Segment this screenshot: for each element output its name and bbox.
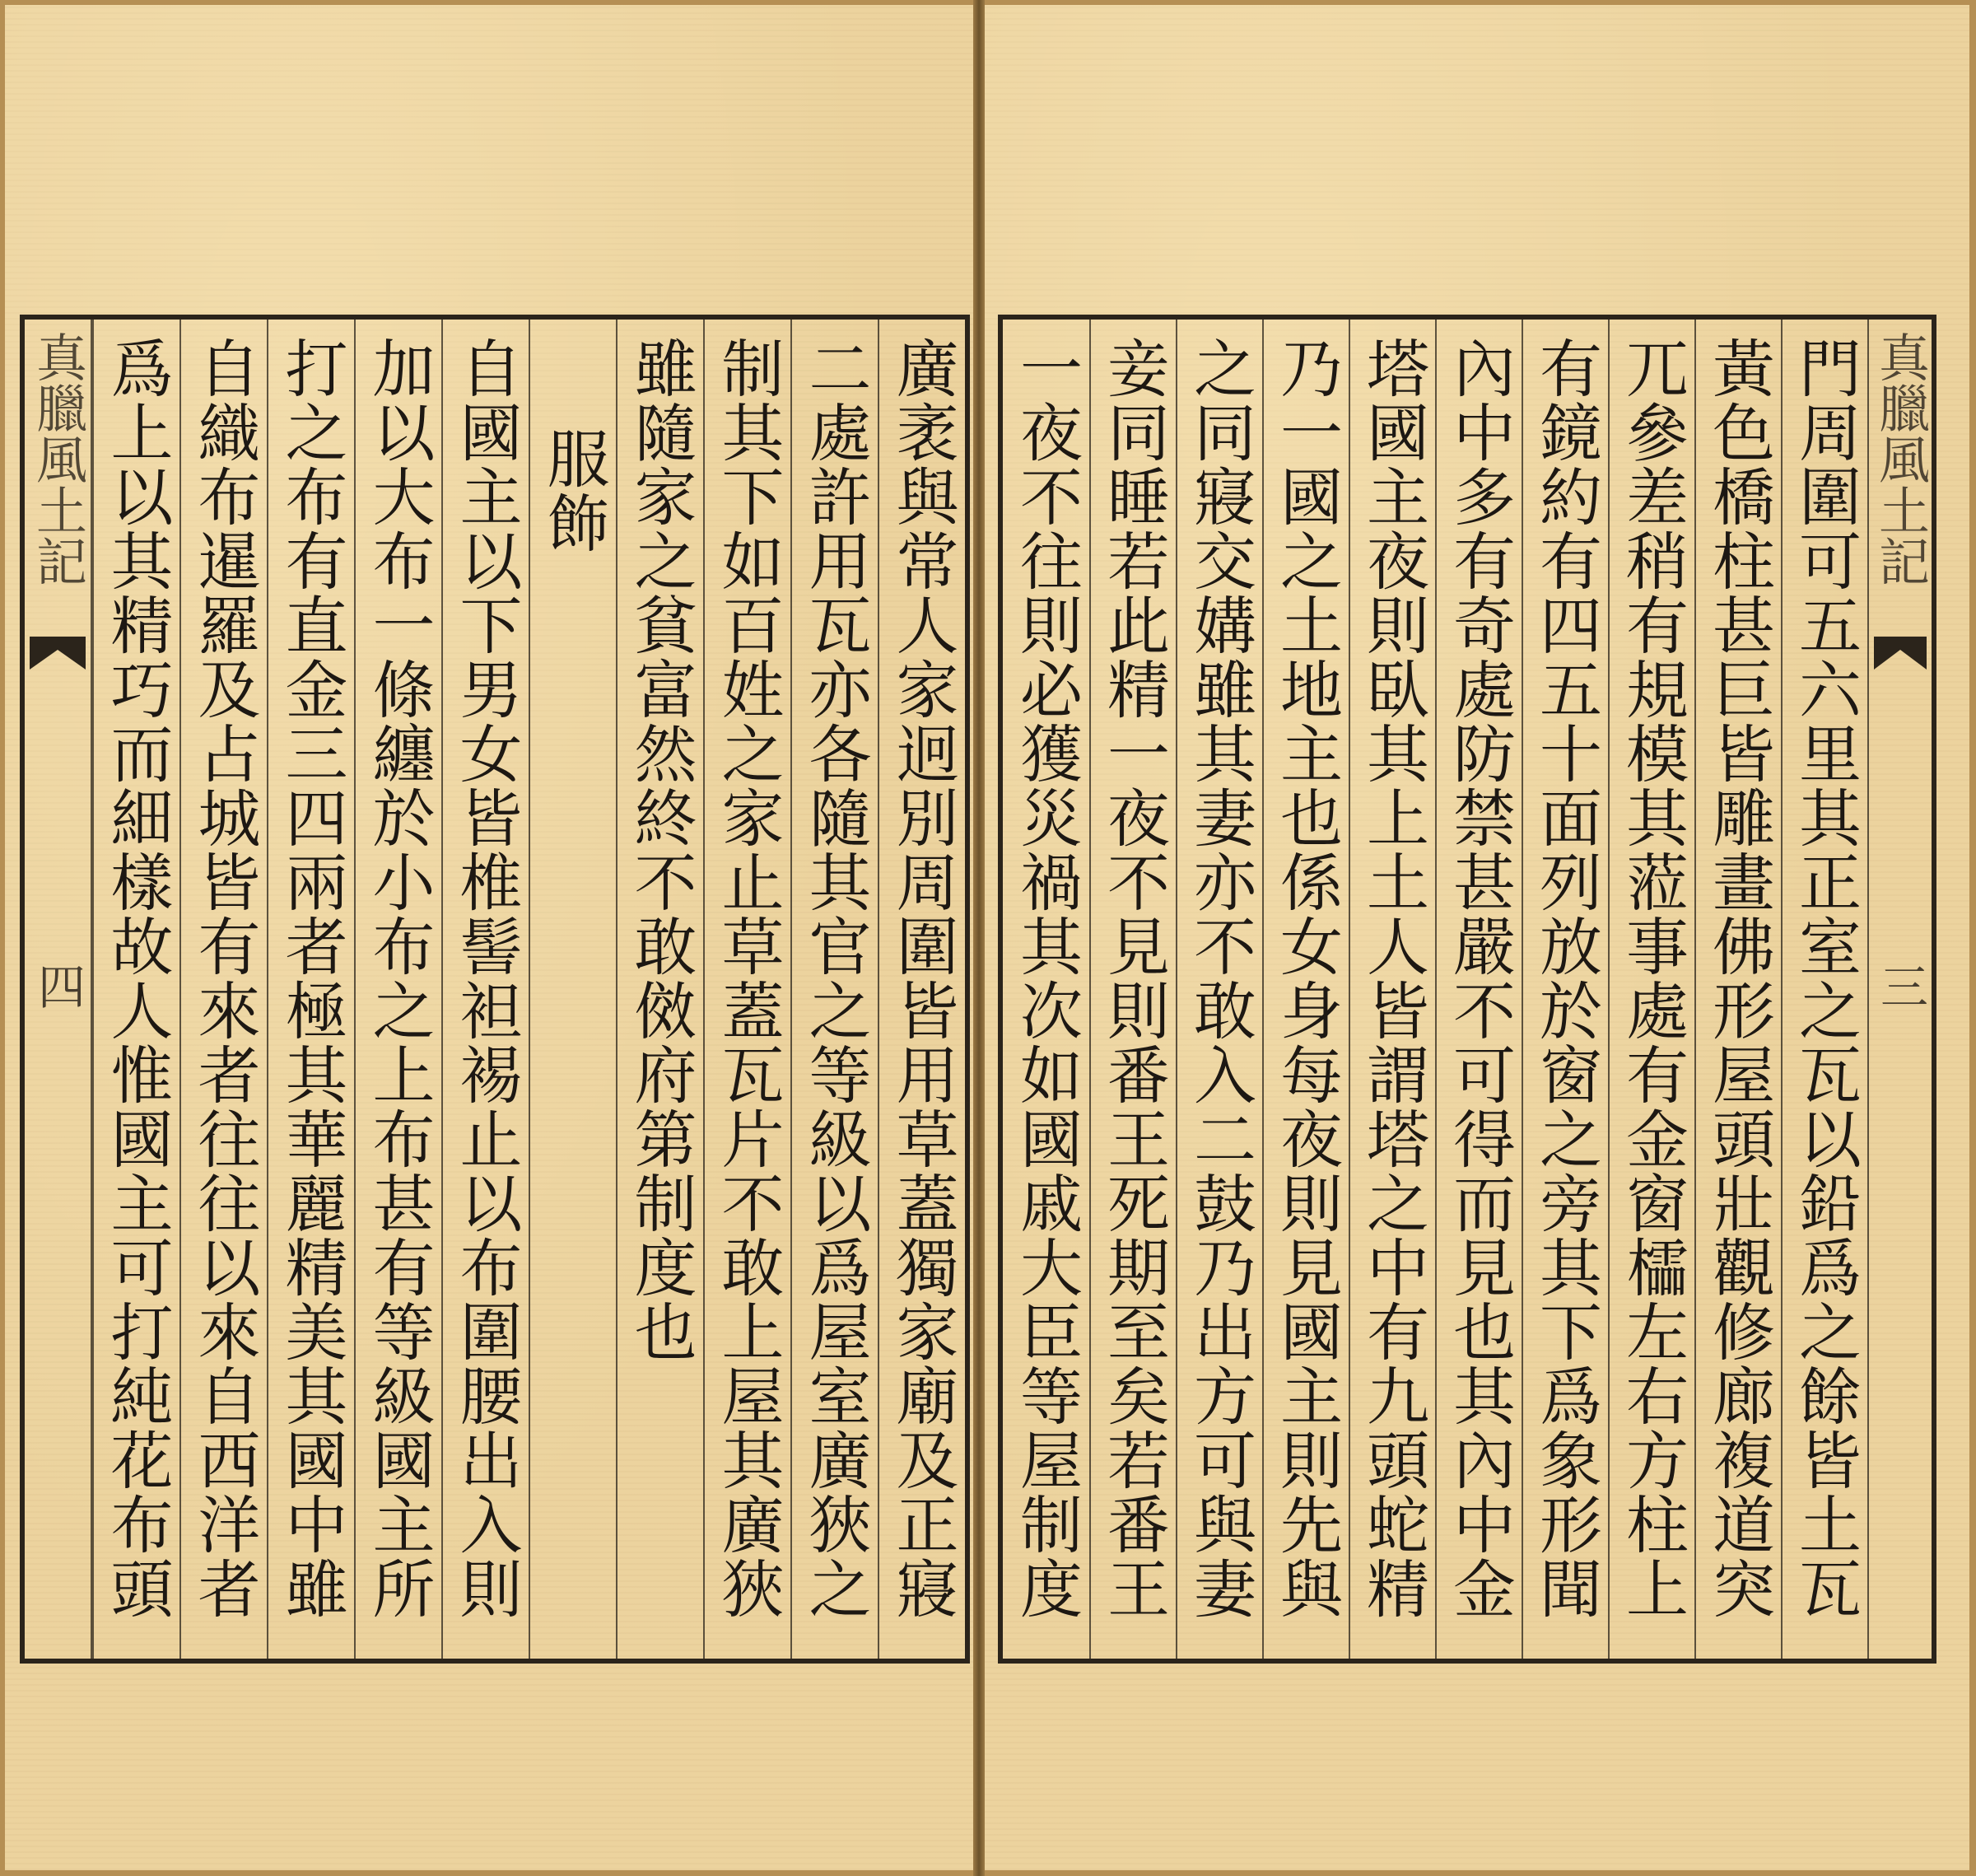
text-column: 門周圍可五六里其正室之瓦以鉛爲之餘皆土瓦: [1781, 320, 1867, 1659]
fish-tail-mark-icon: [1874, 637, 1927, 670]
text-column: 制其下如百姓之家止草蓋瓦片不敢上屋其廣狹: [703, 320, 790, 1659]
text-column: 二處許用瓦亦各隨其官之等級以爲屋室廣狹之: [790, 320, 878, 1659]
text-column: 黃色橋柱甚巨皆雕畫佛形屋頭壯觀修廊複道突: [1694, 320, 1781, 1659]
text-column: 塔國主夜則臥其上土人皆謂塔之中有九頭蛇精: [1349, 320, 1435, 1659]
right-banxin-title: 真臘風土記: [1870, 331, 1931, 586]
text-column: 自織布暹羅及占城皆有來者往往以來自西洋者: [179, 320, 267, 1659]
left-page-frame: [20, 315, 970, 1664]
text-column: 一夜不往則必獲災禍其次如國戚大臣等屋制度: [1009, 336, 1084, 1621]
text-column: 廣袤與常人家迥別周圍皆用草蓋獨家廟及正寢: [878, 320, 965, 1659]
right-page-banxin: [1867, 320, 1932, 1659]
text-column: 之同寢交媾雖其妻亦不敢入二鼓乃出方可與妻: [1176, 320, 1262, 1659]
book-gutter: [973, 0, 985, 1876]
left-folio-number: 四: [30, 962, 86, 1010]
text-column: 打之布有直金三四兩者極其華麗精美其國中雖: [267, 320, 354, 1659]
left-page-banxin: [25, 320, 92, 1659]
text-column: 雖隨家之貧富然終不敢傚府第制度也: [616, 320, 703, 1659]
text-column: 自國主以下男女皆椎髻袒裼止以布圍腰出入則: [441, 320, 529, 1659]
text-column: 乃一國之土地主也係女身每夜則見國主則先與: [1262, 320, 1349, 1659]
text-column: 爲上以其精巧而細樣故人惟國主可打純花布頭: [92, 320, 179, 1659]
text-column: 妾同睡若此精一夜不見則番王死期至矣若番王: [1089, 320, 1176, 1659]
right-folio-number: 三: [1872, 962, 1928, 1010]
text-column: 兀參差稍有規模其蒞事處有金窗櫺左右方柱上: [1608, 320, 1694, 1659]
section-heading: 服飾: [537, 427, 610, 555]
section-heading-column: [529, 320, 616, 1659]
left-banxin-title: 真臘風土記: [27, 331, 88, 586]
right-page-frame: [998, 315, 1936, 1664]
text-column: 有鏡約有四五十面列放於窗之旁其下爲象形聞: [1522, 320, 1608, 1659]
text-column: 加以大布一條纏於小布之上布甚有等級國主所: [354, 320, 441, 1659]
fish-tail-mark-icon: [30, 637, 86, 670]
text-column: 內中多有奇處防禁甚嚴不可得而見也其內中金: [1435, 320, 1522, 1659]
